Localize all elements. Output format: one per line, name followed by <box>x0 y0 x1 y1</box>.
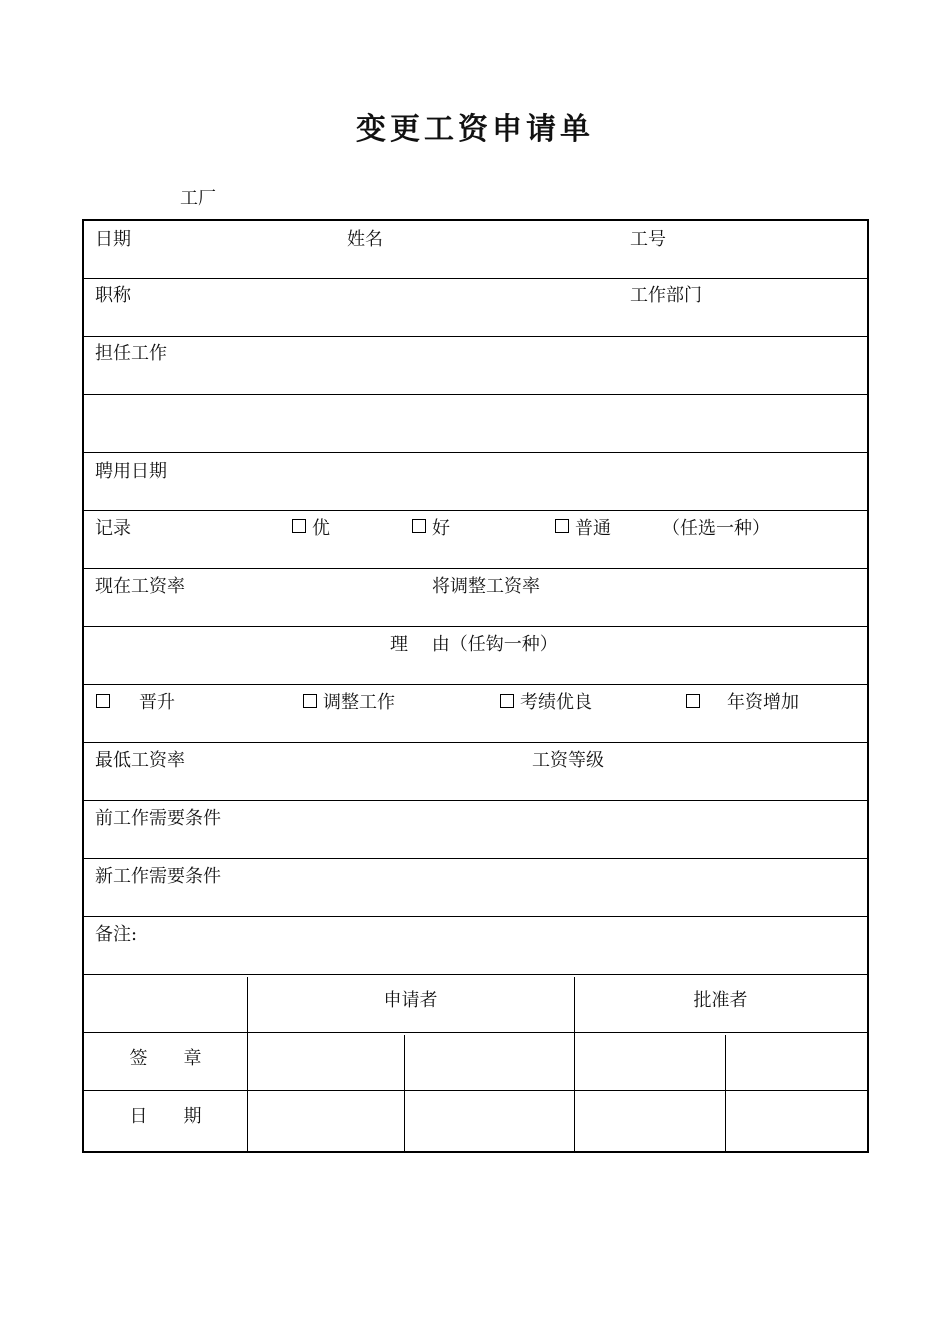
record-average-label: 普通 <box>575 518 611 539</box>
reason-performance-checkbox[interactable] <box>500 694 514 708</box>
reason-transfer-label: 调整工作 <box>323 692 395 713</box>
row-sign-header <box>84 975 867 1033</box>
row-rates <box>84 569 867 627</box>
record-excellent-label: 优 <box>312 518 330 539</box>
reason-promotion-checkbox[interactable] <box>96 694 110 708</box>
row-reason-header <box>84 627 867 685</box>
name-label: 姓名 <box>347 229 383 250</box>
sign-grid-divider-3 <box>404 1035 405 1151</box>
approver-label: 批准者 <box>693 990 748 1011</box>
remarks-label: 备注: <box>95 924 138 945</box>
reason-header: 理 由（任钩一种） <box>390 634 558 655</box>
reason-seniority-label: 年资增加 <box>727 692 799 713</box>
sign-date-label: 日 期 <box>129 1106 202 1127</box>
record-good-checkbox[interactable] <box>412 519 426 533</box>
prev-requirements-label: 前工作需要条件 <box>95 808 221 829</box>
new-requirements-label: 新工作需要条件 <box>95 866 221 887</box>
applicant-label: 申请者 <box>383 990 438 1011</box>
reason-promotion-label: 晋升 <box>139 692 175 713</box>
record-note: （任选一种） <box>662 518 770 539</box>
record-good-label: 好 <box>432 518 450 539</box>
row-new-requirements <box>84 859 867 917</box>
row-remarks <box>84 917 867 975</box>
employee-no-label: 工号 <box>630 229 666 250</box>
reason-performance-label: 考绩优良 <box>520 692 592 713</box>
sign-grid-divider-2 <box>574 977 575 1151</box>
row-hire-date <box>84 453 867 511</box>
row-sign-date <box>84 1091 867 1149</box>
adjusted-rate-label: 将调整工资率 <box>432 576 540 597</box>
factory-label: 工厂 <box>180 188 216 209</box>
row-reasons <box>84 685 867 743</box>
reason-transfer-checkbox[interactable] <box>303 694 317 708</box>
reason-seniority-checkbox[interactable] <box>686 694 700 708</box>
row-basic-info <box>84 221 867 279</box>
salary-change-form <box>82 219 869 1153</box>
grade-label: 工资等级 <box>532 750 604 771</box>
job-title-label: 职称 <box>95 285 131 306</box>
record-average-checkbox[interactable] <box>555 519 569 533</box>
date-label: 日期 <box>95 229 131 250</box>
current-rate-label: 现在工资率 <box>95 576 185 597</box>
sign-grid-divider-1 <box>247 977 248 1151</box>
duty-label: 担任工作 <box>95 343 167 364</box>
record-excellent-checkbox[interactable] <box>292 519 306 533</box>
signature-label: 签 章 <box>129 1048 202 1069</box>
row-signature <box>84 1033 867 1091</box>
department-label: 工作部门 <box>630 285 702 306</box>
row-prev-requirements <box>84 801 867 859</box>
form-title: 变更工资申请单 <box>356 112 594 147</box>
row-min-rate <box>84 743 867 801</box>
row-record <box>84 511 867 569</box>
hire-date-label: 聘用日期 <box>95 461 167 482</box>
record-label: 记录 <box>95 518 131 539</box>
row-job-title <box>84 279 867 337</box>
row-duty <box>84 337 867 395</box>
row-duty-continued[interactable] <box>84 395 867 453</box>
sign-grid-divider-4 <box>725 1035 726 1151</box>
min-rate-label: 最低工资率 <box>95 750 185 771</box>
